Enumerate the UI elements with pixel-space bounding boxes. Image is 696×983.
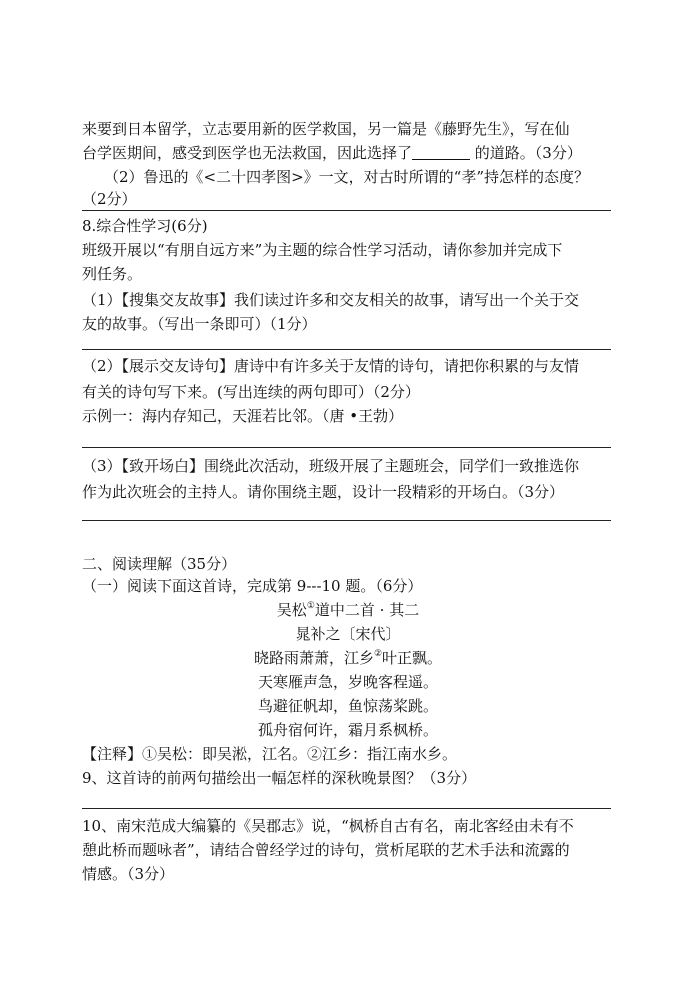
q10-text-line-1: 10、南宋范成大编纂的《吴郡志》说，“枫桥自古有名，南北客经由未有不 [82, 817, 574, 835]
answer-line[interactable] [82, 349, 611, 350]
poem-title-suffix: 道中二首 · 其二 [314, 601, 420, 619]
q8-task1-line-1: （1）【搜集交友故事】我们读过许多和交友相关的故事，请写出一个关于交 [82, 291, 580, 309]
q7-text-line-2 [82, 142, 622, 164]
q8-task3-line-2: 作为此次班会的主持人。请你围绕主题，设计一段精彩的开场白。（3分） [82, 483, 565, 501]
q7-line2-after-blank: 的道路。（3分） [470, 144, 582, 162]
q7-sub2-line-1: （2）鲁迅的《<二十四孝图>》一文，对古时所谓的“孝”持怎样的态度？ [104, 168, 590, 186]
footnote-mark: ② [373, 649, 383, 659]
q8-task1-line-2: 友的故事。（写出一条即可）（1分） [82, 315, 317, 333]
q8-task2-line-1: （2）【展示交友诗句】唐诗中有许多关于友情的诗句，请把你积累的与友情 [82, 357, 580, 375]
poem-title-text: 吴松 [276, 601, 307, 619]
q7-text-line-1: 来要到日本留学，立志要用新的医学救国，另一篇是《藤野先生》，写在仙 [82, 120, 570, 138]
poem-line-4: 孤舟宿何许，霜月系枫桥。 [257, 721, 438, 739]
q7-sub2-line-2: （2分） [82, 190, 137, 208]
q8-title: 8.综合性学习(6分) [82, 217, 208, 235]
q8-task2-line-2: 有关的诗句写下来。(写出连续的两句即可）（2分） [82, 383, 420, 401]
answer-blank[interactable] [412, 145, 470, 160]
q10-text-line-2: 憩此桥而题咏者”，请结合曾经学过的诗句，赏析尾联的艺术手法和流露的 [82, 841, 570, 859]
q7-line2-before-blank: 台学医期间，感受到医学也无法救国，因此选择了 [82, 144, 413, 162]
poem-line-1-text: 晓路雨萧萧，江乡 [253, 649, 374, 667]
reading-part1-title: （一）阅读下面这首诗，完成第 9---10 题。（6分） [82, 577, 423, 595]
poem-line-1-suffix: 叶正飘。 [382, 649, 443, 667]
answer-line[interactable] [82, 210, 611, 211]
q9-text: 9、这首诗的前两句描绘出一幅怎样的深秋晚景图？（3分） [82, 769, 477, 787]
poem-title [0, 599, 696, 621]
answer-line[interactable] [82, 520, 611, 521]
poem-author: 晁补之〔宋代〕 [295, 625, 401, 643]
reading-section-title: 二、阅读理解（35分） [82, 555, 237, 573]
poem-line-1 [0, 647, 696, 669]
answer-line[interactable] [82, 808, 611, 809]
poem-annotation: 【注释】①吴松：即吴淞，江名。②江乡：指江南水乡。 [82, 745, 458, 763]
footnote-mark: ① [306, 601, 315, 611]
poem-line-2: 天寒雁声急，岁晚客程遥。 [257, 673, 438, 691]
answer-line[interactable] [82, 447, 611, 448]
poem-line-3: 鸟避征帆却，鱼惊荡桨跳。 [257, 697, 438, 715]
q8-intro-line-1: 班级开展以“有朋自远方来”为主题的综合性学习活动，请你参加并完成下 [82, 241, 563, 259]
q8-intro-line-2: 列任务。 [82, 265, 143, 283]
q8-task3-line-1: （3）【致开场白】围绕此次活动，班级开展了主题班会，同学们一致推选你 [82, 457, 580, 475]
q10-text-line-3: 情感。（3分） [82, 865, 175, 883]
q8-task2-example: 示例一：海内存知己，天涯若比邻。（唐 •王勃） [82, 407, 404, 425]
